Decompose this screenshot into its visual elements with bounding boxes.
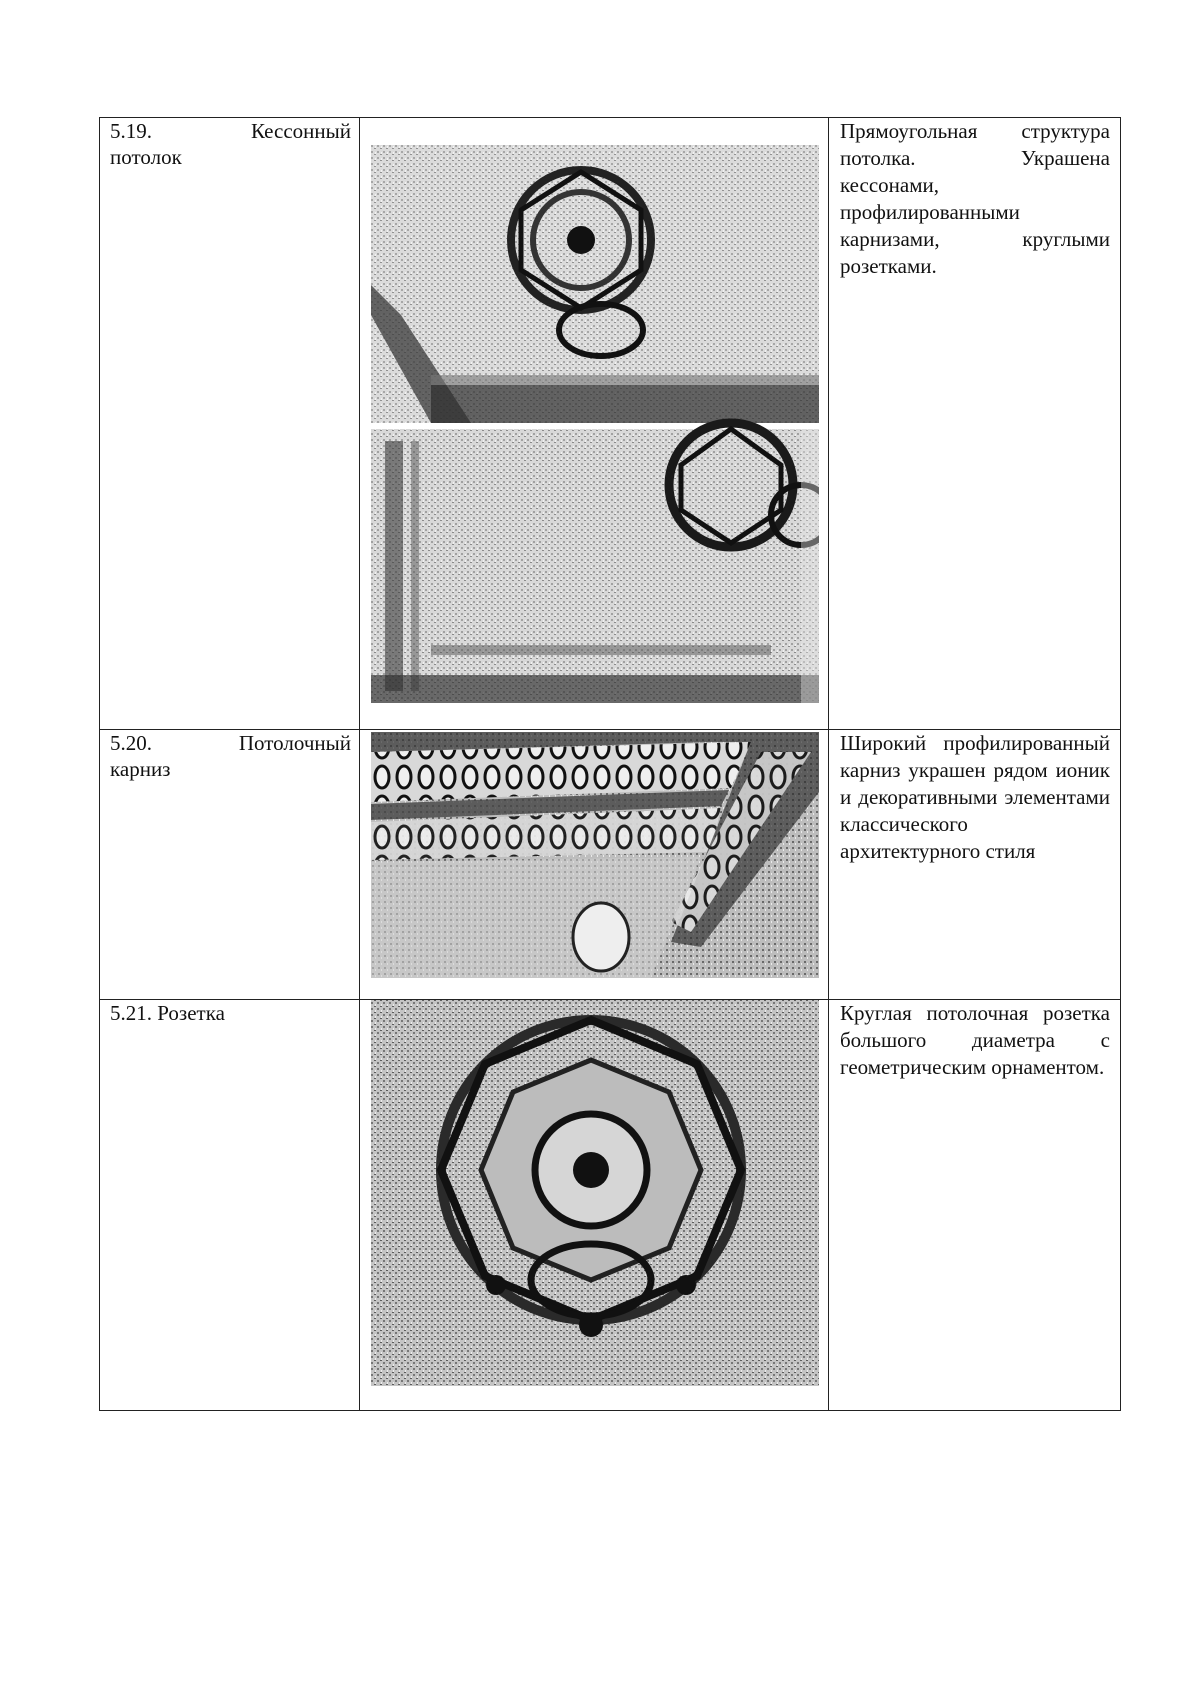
element-name-cell	[100, 730, 360, 1000]
element-description: Круглая потолочная розетка большого диаметра с геометрическим орнаментом.	[840, 1001, 1110, 1079]
element-description: Прямоугольная структура потолка. Украшена кессонами, профилированными карнизами, круглыми розетками.	[840, 119, 1110, 278]
table-row	[100, 118, 1121, 730]
description-cell	[829, 1000, 1121, 1411]
element-name-word: Потолочный	[238, 731, 351, 755]
table-row	[100, 730, 1121, 1000]
element-description: Широкий профилированный карниз украшен рядом ионик и декоративными элементами классического архитектурного стиля	[840, 731, 1110, 863]
element-number: 5.21.	[110, 1001, 152, 1025]
element-number: 5.19.	[110, 119, 152, 143]
elements-table	[99, 117, 1121, 1411]
photo-cell	[360, 730, 829, 1000]
table-row	[100, 1000, 1121, 1411]
element-name-rest: потолок	[110, 145, 182, 169]
description-cell	[829, 730, 1121, 1000]
ceiling-cornice-photo	[371, 732, 819, 978]
element-name-cell	[100, 1000, 360, 1411]
description-cell	[829, 118, 1121, 730]
element-name-word: Кессонный	[250, 119, 351, 143]
photo-cell	[360, 118, 829, 730]
coffered-ceiling-photo	[371, 145, 819, 703]
element-name-cell	[100, 118, 360, 730]
element-name-rest: карниз	[110, 757, 171, 781]
element-name-word: Розетка	[157, 1001, 225, 1025]
ceiling-rosette-photo	[371, 1000, 819, 1386]
photo-cell	[360, 1000, 829, 1411]
element-number: 5.20.	[110, 731, 152, 755]
